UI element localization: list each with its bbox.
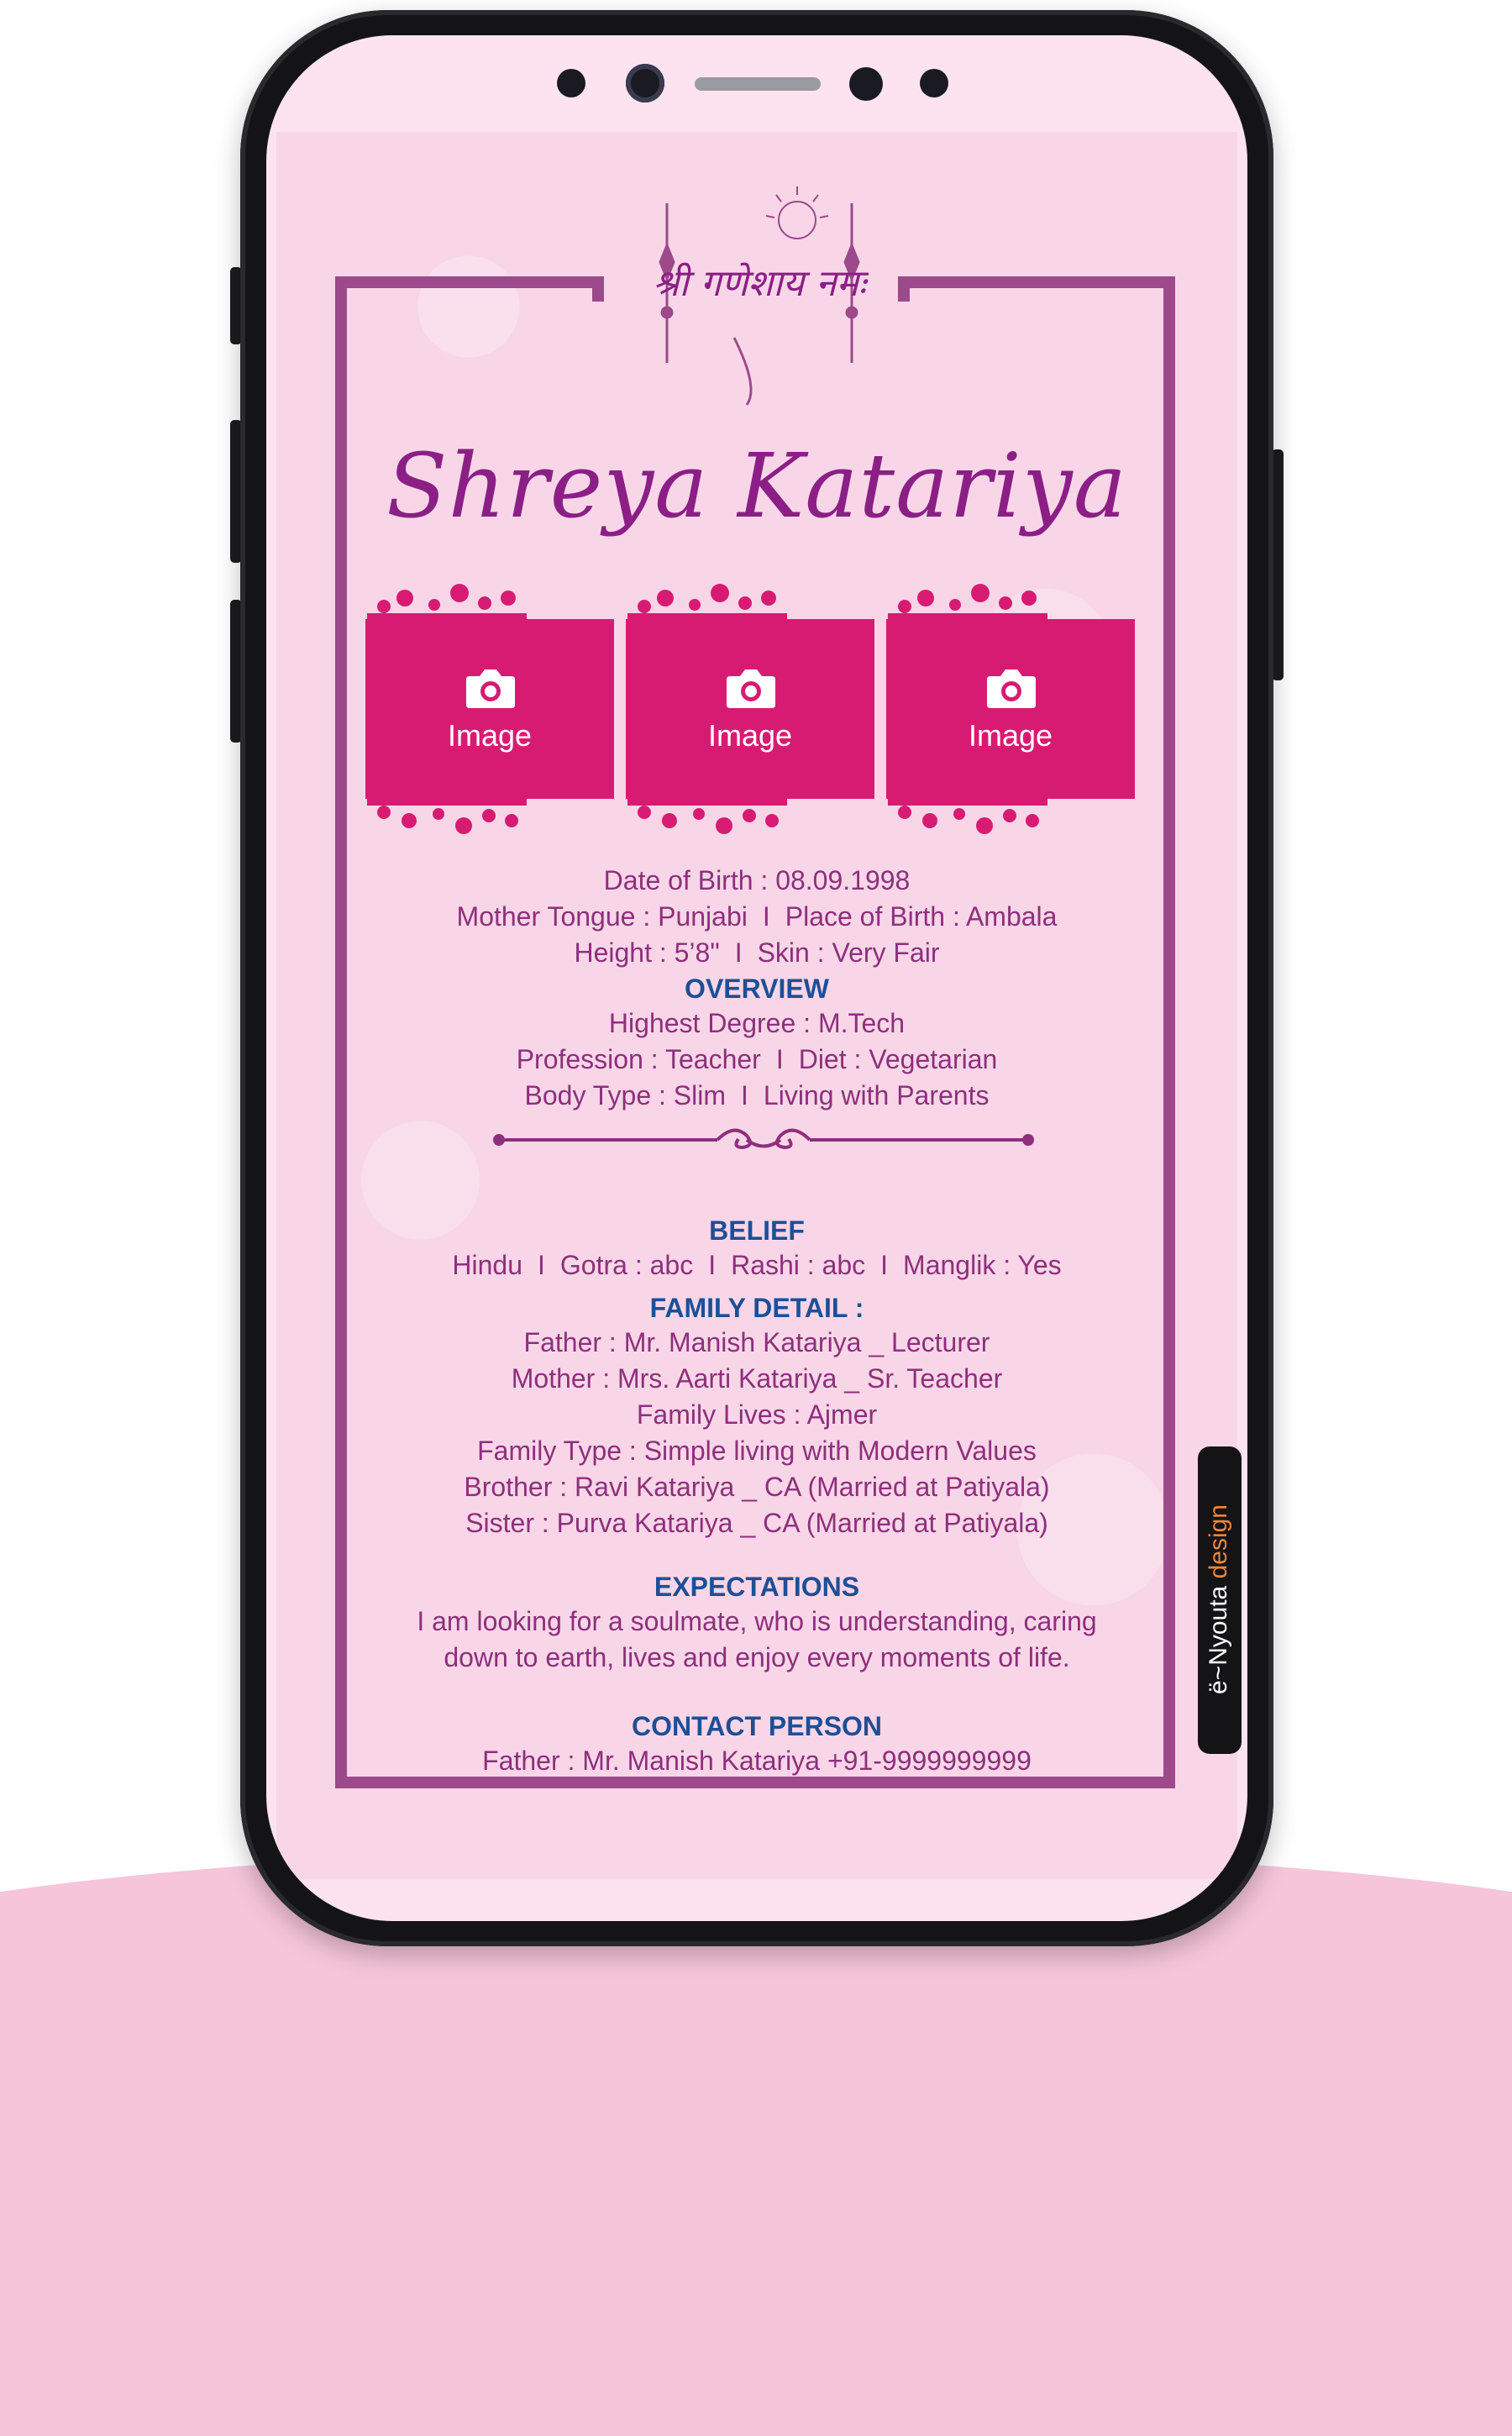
contact-heading: CONTACT PERSON <box>631 1711 883 1741</box>
shri-ganeshay-namah-emblem <box>650 170 869 422</box>
front-camera-icon <box>626 64 664 102</box>
expectations-heading: EXPECTATIONS <box>654 1572 860 1602</box>
phone-mockup <box>240 10 1273 1946</box>
family-type: Family Type : Simple living with Modern Values <box>477 1436 1037 1466</box>
separator: I <box>708 1250 717 1280</box>
dob-text: Date of Birth : 08.09.1998 <box>603 865 911 895</box>
skin-text: Skin : Very Fair <box>757 937 940 968</box>
expectations-line-1: I am looking for a soulmate, who is understanding, caring <box>417 1606 1097 1636</box>
height-text: Height : 5’8" <box>574 937 720 968</box>
rashi-text: Rashi : abc <box>731 1250 866 1280</box>
photo-3-bottom-floral <box>888 795 1047 837</box>
belief-line <box>276 1247 1237 1283</box>
dob-line <box>276 863 1237 898</box>
profile-name: Shreya Katariya <box>386 434 1127 538</box>
family-lives: Family Lives : Ajmer <box>636 1399 878 1430</box>
overview-heading: OVERVIEW <box>685 974 829 1004</box>
phone-power-button <box>1272 449 1284 680</box>
frame-top-right-hook <box>898 276 910 302</box>
brand-suffix: design <box>1205 1504 1232 1579</box>
body-type-text: Body Type : Slim <box>524 1080 727 1110</box>
photo-slot-3[interactable] <box>886 619 1135 799</box>
tongue-birthplace-line <box>276 899 1237 934</box>
family-sister: Sister : Purva Katariya _ CA (Married at Patiyala) <box>465 1508 1048 1538</box>
degree-line <box>276 1005 1237 1041</box>
diet-text: Diet : Vegetarian <box>798 1044 998 1074</box>
photo-slot-3-label: Image <box>968 718 1053 753</box>
photo-1-bottom-floral <box>367 795 527 837</box>
family-brother: Brother : Ravi Katariya _ CA (Married at Patiyala) <box>464 1472 1050 1502</box>
separator: I <box>741 1080 748 1110</box>
frame-top-left-hook <box>592 276 604 302</box>
photo-slot-2[interactable] <box>626 619 874 799</box>
photo-slot-1-label: Image <box>447 718 533 753</box>
separator: I <box>880 1250 889 1280</box>
gotra-text: Gotra : abc <box>559 1250 694 1280</box>
biodata-card <box>276 132 1237 1879</box>
religion-text: Hindu <box>452 1250 522 1280</box>
degree-text: Highest Degree : M.Tech <box>608 1008 906 1038</box>
height-skin-line <box>276 935 1237 970</box>
brand-watermark <box>1198 1446 1242 1754</box>
family-heading: FAMILY DETAIL : <box>649 1293 864 1323</box>
family-father: Father : Mr. Manish Katariya _ Lecturer <box>523 1327 990 1357</box>
family-mother: Mother : Mrs. Aarti Katariya _ Sr. Teacher <box>511 1363 1003 1394</box>
living-text: Living with Parents <box>763 1080 990 1110</box>
sensor-dot-right <box>849 67 883 101</box>
separator: I <box>538 1250 545 1280</box>
photo-2-top-floral <box>627 581 787 623</box>
place-of-birth-text: Place of Birth : Ambala <box>785 901 1058 932</box>
frame-top-right <box>898 276 1175 288</box>
separator: I <box>762 901 770 932</box>
speaker-grille <box>695 77 821 91</box>
bodytype-living-line <box>276 1078 1237 1113</box>
expectations-line-2: down to earth, lives and enjoy every moments of life. <box>444 1642 1070 1672</box>
profession-diet-line <box>276 1042 1237 1077</box>
photo-2-bottom-floral <box>627 795 787 837</box>
separator: I <box>775 1044 784 1074</box>
frame-top-left <box>335 276 604 288</box>
ornamental-divider <box>491 1119 1037 1161</box>
brand-prefix: ë~Nyouta <box>1205 1585 1232 1695</box>
photo-slot-1[interactable] <box>365 619 614 799</box>
camera-icon <box>725 666 777 710</box>
contact-line: Father : Mr. Manish Katariya +91-9999999999 <box>482 1746 1032 1776</box>
sensor-dot-far-right <box>920 69 948 97</box>
frame-bottom <box>335 1777 1175 1788</box>
manglik-text: Manglik : Yes <box>903 1250 1062 1280</box>
photo-3-top-floral <box>888 581 1047 623</box>
brand-text <box>1200 1461 1237 1738</box>
belief-heading: BELIEF <box>709 1215 805 1246</box>
separator: I <box>734 937 743 968</box>
photo-1-top-floral <box>367 581 527 623</box>
camera-icon <box>465 666 517 710</box>
camera-icon <box>985 666 1037 710</box>
emblem-text: श्री गणेशाय नमः <box>653 262 866 305</box>
sensor-dot-left <box>557 69 585 97</box>
photo-slot-2-label: Image <box>707 718 793 753</box>
profession-text: Profession : Teacher <box>516 1044 761 1074</box>
phone-screen <box>266 35 1247 1921</box>
mother-tongue-text: Mother Tongue : Punjabi <box>456 901 748 932</box>
